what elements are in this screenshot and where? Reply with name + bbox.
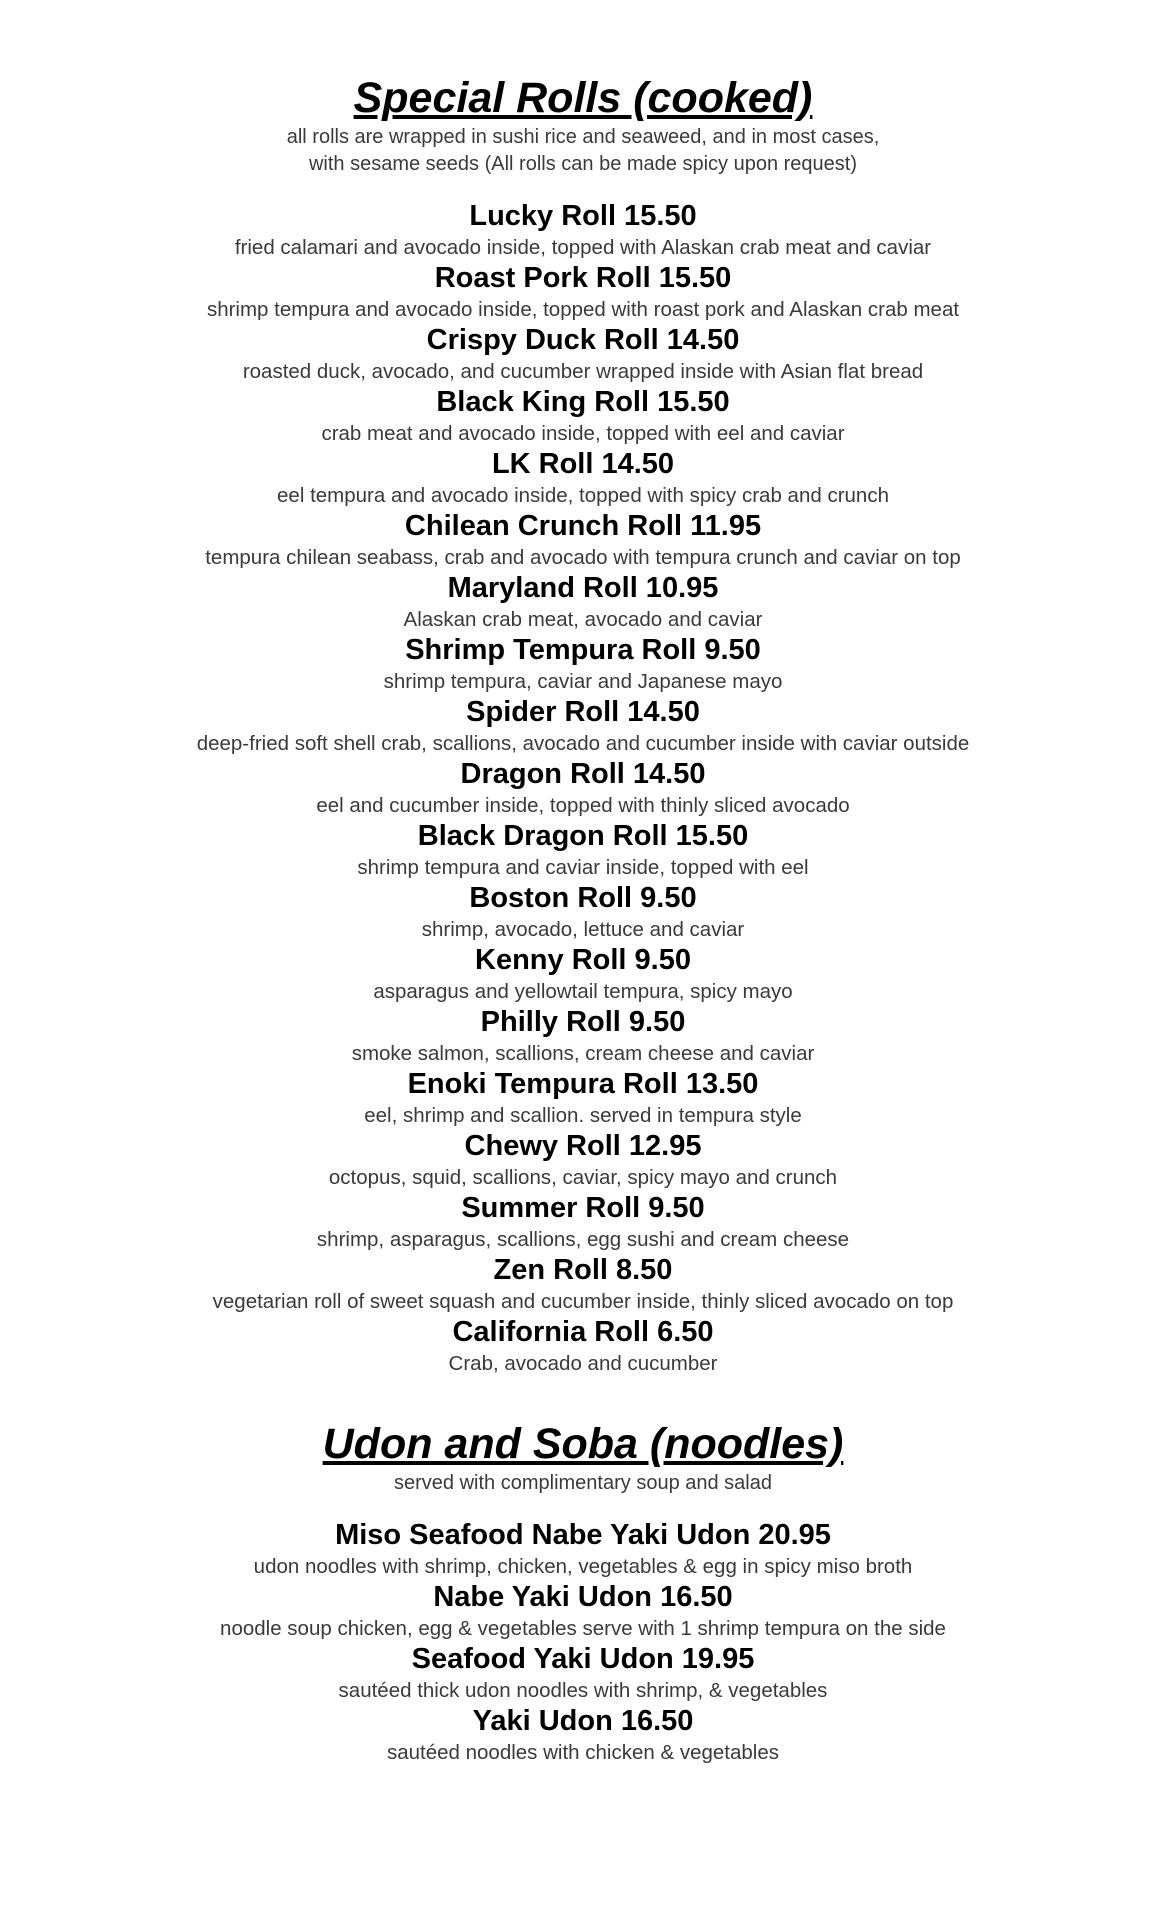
section-title: Special Rolls (cooked) bbox=[353, 74, 813, 122]
item-description: roasted duck, avocado, and cucumber wrapped inside with Asian flat bread bbox=[242, 360, 924, 383]
item-description: octopus, squid, scallions, caviar, spicy mayo and crunch bbox=[328, 1166, 838, 1189]
menu-item bbox=[0, 1581, 1166, 1643]
item-name: Crispy Duck Roll 14.50 bbox=[426, 324, 740, 356]
item-name: Dragon Roll 14.50 bbox=[460, 758, 706, 790]
item-name: Zen Roll 8.50 bbox=[493, 1254, 673, 1286]
menu-item bbox=[0, 572, 1166, 634]
menu-item-list bbox=[0, 1519, 1166, 1767]
item-description: noodle soup chicken, egg & vegetables serve with 1 shrimp tempura on the side bbox=[220, 1617, 946, 1640]
menu-item bbox=[0, 882, 1166, 944]
item-description: shrimp, avocado, lettuce and caviar bbox=[421, 918, 745, 941]
menu-item bbox=[0, 820, 1166, 882]
menu-item bbox=[0, 1006, 1166, 1068]
menu-item bbox=[0, 1130, 1166, 1192]
menu-item bbox=[0, 1519, 1166, 1581]
menu-item bbox=[0, 1254, 1166, 1316]
menu-item bbox=[0, 324, 1166, 386]
menu-item bbox=[0, 386, 1166, 448]
section-intro: all rolls are wrapped in sushi rice and seaweed, and in most cases, with sesame seeds (All rolls can be made spicy upon request) bbox=[286, 126, 880, 175]
item-description: smoke salmon, scallions, cream cheese and caviar bbox=[351, 1042, 815, 1065]
item-name: Maryland Roll 10.95 bbox=[447, 572, 719, 604]
item-name: Lucky Roll 15.50 bbox=[469, 200, 697, 232]
item-name: Black King Roll 15.50 bbox=[436, 386, 730, 418]
item-description: asparagus and yellowtail tempura, spicy mayo bbox=[373, 980, 793, 1003]
menu-item bbox=[0, 696, 1166, 758]
item-description: shrimp, asparagus, scallions, egg sushi and cream cheese bbox=[316, 1228, 850, 1251]
menu-item bbox=[0, 262, 1166, 324]
menu-item bbox=[0, 1705, 1166, 1767]
menu-item bbox=[0, 200, 1166, 262]
menu-item bbox=[0, 634, 1166, 696]
item-description: eel and cucumber inside, topped with thinly sliced avocado bbox=[316, 794, 850, 817]
menu-item bbox=[0, 510, 1166, 572]
item-name: Miso Seafood Nabe Yaki Udon 20.95 bbox=[335, 1519, 831, 1551]
item-description: tempura chilean seabass, crab and avocado with tempura crunch and caviar on top bbox=[205, 546, 961, 569]
section-title: Udon and Soba (noodles) bbox=[322, 1420, 844, 1468]
item-name: Seafood Yaki Udon 19.95 bbox=[411, 1643, 755, 1675]
item-name: Roast Pork Roll 15.50 bbox=[434, 262, 732, 294]
udon-soba-section bbox=[0, 1418, 1166, 1767]
item-description: shrimp tempura and caviar inside, topped with eel bbox=[357, 856, 809, 879]
item-description: Crab, avocado and cucumber bbox=[448, 1352, 718, 1375]
item-description: eel tempura and avocado inside, topped with spicy crab and crunch bbox=[277, 484, 889, 507]
item-name: Boston Roll 9.50 bbox=[469, 882, 697, 914]
item-description: sautéed thick udon noodles with shrimp, & vegetables bbox=[338, 1679, 828, 1702]
item-name: Philly Roll 9.50 bbox=[480, 1006, 686, 1038]
item-description: crab meat and avocado inside, topped with eel and caviar bbox=[321, 422, 845, 445]
item-description: Alaskan crab meat, avocado and caviar bbox=[403, 608, 763, 631]
item-description: fried calamari and avocado inside, topped with Alaskan crab meat and caviar bbox=[234, 236, 932, 259]
menu-item bbox=[0, 944, 1166, 1006]
item-name: California Roll 6.50 bbox=[452, 1316, 714, 1348]
item-name: Nabe Yaki Udon 16.50 bbox=[433, 1581, 733, 1613]
menu-item bbox=[0, 1192, 1166, 1254]
item-description: udon noodles with shrimp, chicken, vegetables & egg in spicy miso broth bbox=[253, 1555, 913, 1578]
item-description: deep-fried soft shell crab, scallions, avocado and cucumber inside with caviar outside bbox=[196, 732, 970, 755]
item-name: Chilean Crunch Roll 11.95 bbox=[404, 510, 762, 542]
item-name: Summer Roll 9.50 bbox=[461, 1192, 705, 1224]
item-description: shrimp tempura, caviar and Japanese mayo bbox=[383, 670, 783, 693]
item-name: Spider Roll 14.50 bbox=[466, 696, 700, 728]
item-description: eel, shrimp and scallion. served in tempura style bbox=[364, 1104, 802, 1127]
item-name: Enoki Tempura Roll 13.50 bbox=[407, 1068, 759, 1100]
menu-item bbox=[0, 1643, 1166, 1705]
item-name: Kenny Roll 9.50 bbox=[475, 944, 691, 976]
item-description: sautéed noodles with chicken & vegetables bbox=[386, 1741, 780, 1764]
special-rolls-section bbox=[0, 72, 1166, 1378]
section-intro: served with complimentary soup and salad bbox=[394, 1472, 772, 1494]
menu-item bbox=[0, 1068, 1166, 1130]
item-name: Black Dragon Roll 15.50 bbox=[417, 820, 749, 852]
menu-item bbox=[0, 448, 1166, 510]
menu-item bbox=[0, 758, 1166, 820]
item-name: Shrimp Tempura Roll 9.50 bbox=[405, 634, 761, 666]
item-name: Chewy Roll 12.95 bbox=[464, 1130, 702, 1162]
item-description: vegetarian roll of sweet squash and cucumber inside, thinly sliced avocado on top bbox=[212, 1290, 954, 1313]
item-description: shrimp tempura and avocado inside, topped with roast pork and Alaskan crab meat bbox=[206, 298, 960, 321]
item-name: LK Roll 14.50 bbox=[491, 448, 675, 480]
menu-item bbox=[0, 1316, 1166, 1378]
menu-item-list bbox=[0, 200, 1166, 1378]
item-name: Yaki Udon 16.50 bbox=[472, 1705, 694, 1737]
